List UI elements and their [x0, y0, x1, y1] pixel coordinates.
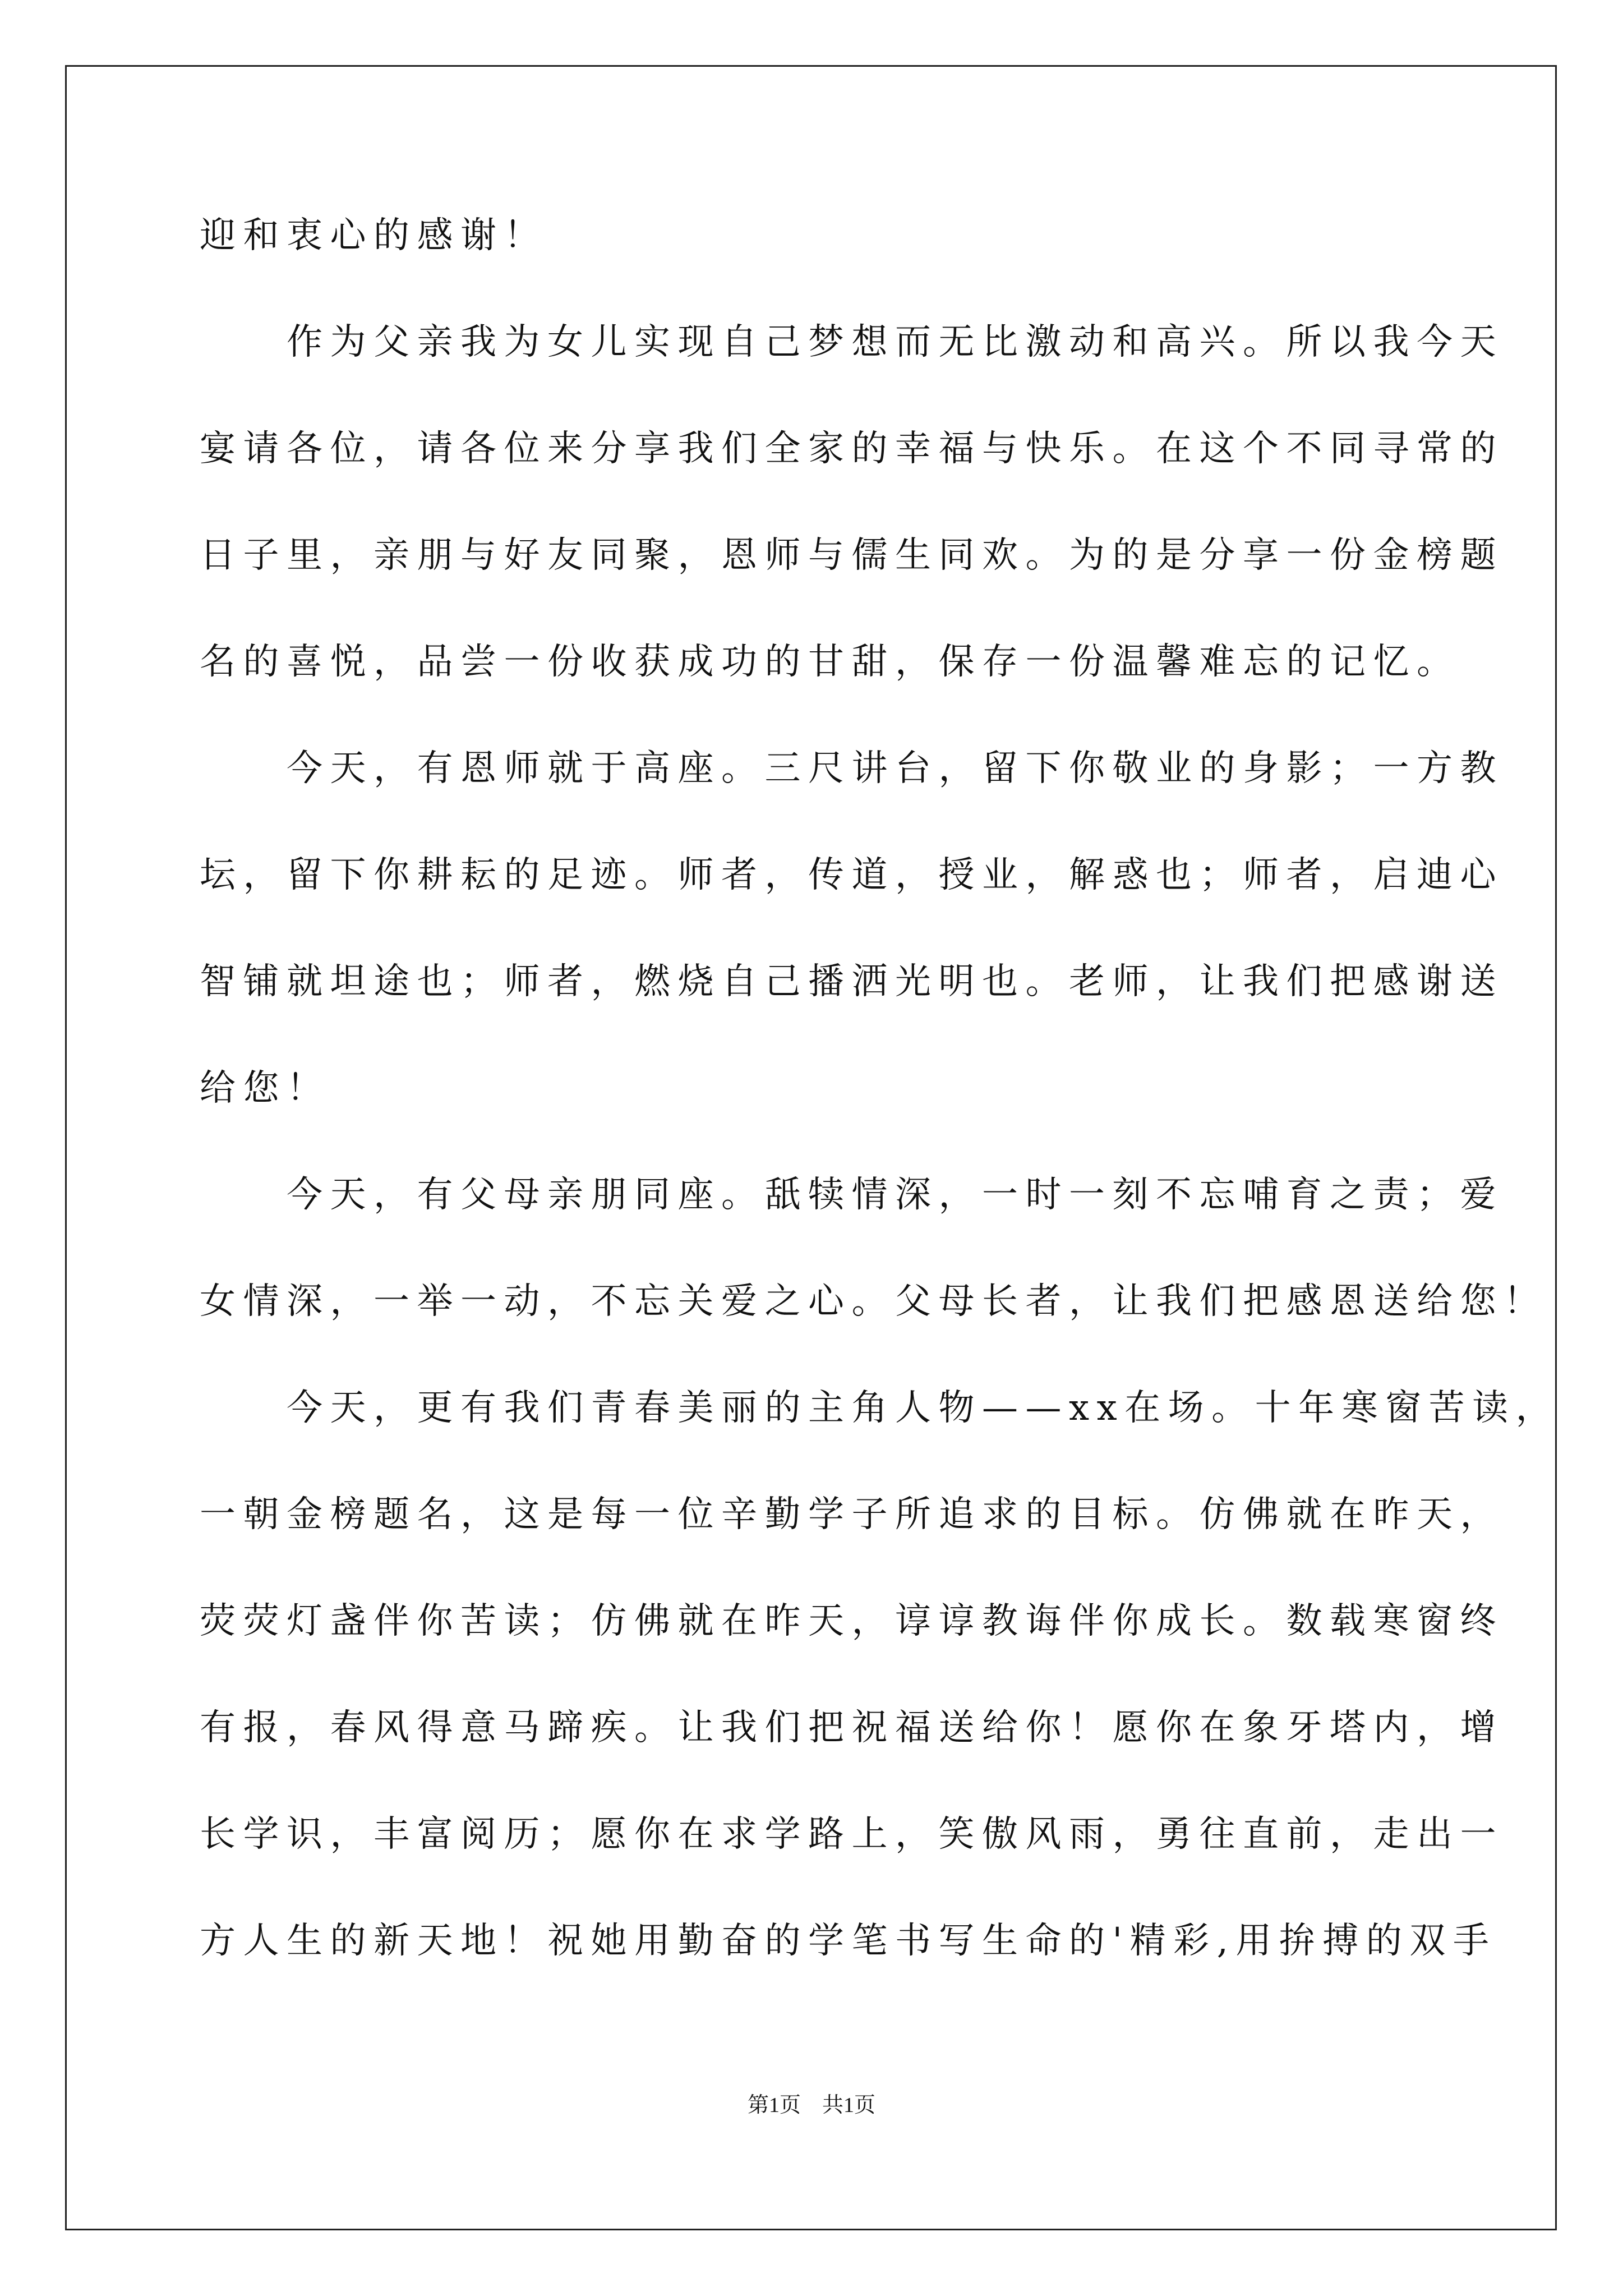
text-line: 日子里，亲朋与好友同聚，恩师与儒生同欢。为的是分享一份金榜题	[200, 535, 1504, 576]
text-line: 荧荧灯盏伴你苦读；仿佛就在昨天，谆谆教诲伴你成长。数载寒窗终	[200, 1600, 1504, 1642]
text-line: 一朝金榜题名，这是每一位辛勤学子所追求的目标。仿佛就在昨天，	[200, 1494, 1504, 1535]
text-line: 坛，留下你耕耘的足迹。师者，传道，授业，解惑也；师者，启迪心	[200, 854, 1504, 896]
text-line: 女情深，一举一动，不忘关爱之心。父母长者，让我们把感恩送给您！	[200, 1281, 1547, 1322]
text-line: 方人生的新天地！祝她用勤奋的学笔书写生命的'精彩,用拚搏的双手	[200, 1920, 1497, 1962]
page-footer: 第1页 共1页	[747, 2093, 875, 2117]
text-line: 作为父亲我为女儿实现自己梦想而无比激动和高兴。所以我今天	[200, 321, 1504, 363]
text-line: 有报，春风得意马蹄疾。让我们把祝福送给你！愿你在象牙塔内，增	[200, 1707, 1504, 1749]
text-line: 智铺就坦途也；师者，燃烧自己播洒光明也。老师，让我们把感谢送	[200, 961, 1504, 1002]
page-border	[65, 65, 1560, 2230]
text-line: 给您！	[200, 1068, 330, 1109]
text-line: 长学识，丰富阅历；愿你在求学路上，笑傲风雨，勇往直前，走出一	[200, 1814, 1504, 1855]
text-line: 宴请各位，请各位来分享我们全家的幸福与快乐。在这个不同寻常的	[200, 428, 1504, 470]
text-line: 迎和衷心的感谢！	[200, 215, 547, 256]
text-line: 今天，更有我们青春美丽的主角人物——xx在场。十年寒窗苦读，	[200, 1387, 1560, 1429]
text-line: 名的喜悦，品尝一份收获成功的甘甜，保存一份温馨难忘的记忆。	[200, 641, 1460, 683]
text-line: 今天，有父母亲朋同座。舐犊情深，一时一刻不忘哺育之责；爱	[200, 1174, 1504, 1216]
text-line: 今天，有恩师就于高座。三尺讲台，留下你敬业的身影；一方教	[200, 748, 1504, 789]
